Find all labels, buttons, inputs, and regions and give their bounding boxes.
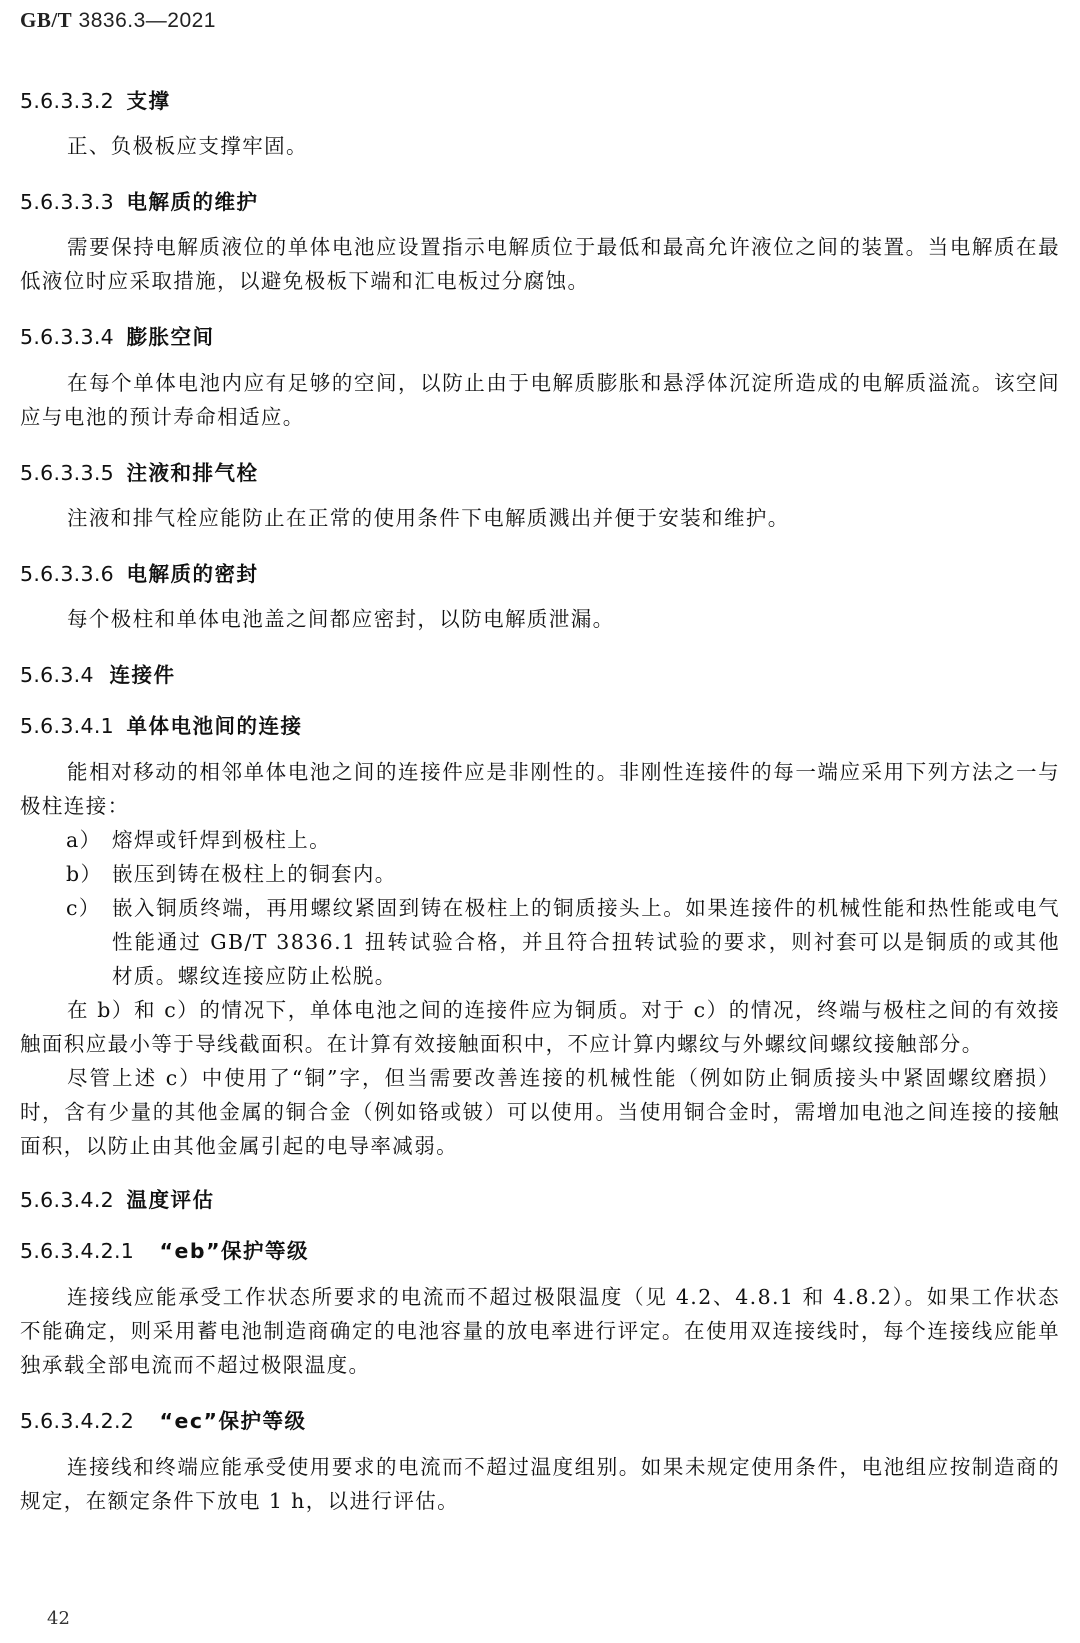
section-heading xyxy=(20,1234,309,1264)
section-heading xyxy=(20,320,215,350)
list-item xyxy=(66,823,1060,857)
paragraph: 在 b）和 c）的情况下，单体电池之间的连接件应为铜质。对于 c）的情况，终端与极柱之间的有效接触面积应最小等于导线截面积。在计算有效接触面积中，不应计算内螺纹与外螺纹间螺纹接触部分。 xyxy=(20,998,1060,1056)
section-number: 5.6.3.3.3 xyxy=(20,190,114,214)
section-number: 5.6.3.4.2 xyxy=(20,1188,114,1212)
section-heading xyxy=(20,456,259,486)
list-marker: b） xyxy=(66,862,103,886)
section-heading xyxy=(20,1183,215,1213)
list-text: 嵌入铜质终端，再用螺纹紧固到铸在极柱上的铜质接头上。如果连接件的机械性能和热性能或电气性能通过 GB/T 3836.1 扭转试验合格，并且符合扭转试验的要求，则衬套可以是铜质的或其他材质。螺纹连接应防止松脱。 xyxy=(112,896,1060,988)
section-number: 5.6.3.4.2.1 xyxy=(20,1239,135,1263)
section-heading xyxy=(20,658,176,688)
page-number: 42 xyxy=(47,1608,70,1629)
section-heading xyxy=(20,84,171,114)
section-title: 连接件 xyxy=(109,663,176,687)
section-title: 注液和排气栓 xyxy=(126,461,259,485)
section-title: 膨胀空间 xyxy=(126,325,215,349)
section-number: 5.6.3.3.6 xyxy=(20,562,114,586)
paragraph: 连接线应能承受工作状态所要求的电流而不超过极限温度（见 4.2、4.8.1 和 4.8.2）。如果工作状态不能确定，则采用蓄电池制造商确定的电池容量的放电率进行评定。在使用双连接线时，每个连接线应能单独承载全部电流而不超过极限温度。 xyxy=(20,1285,1060,1377)
paragraph: 连接线和终端应能承受使用要求的电流而不超过温度组别。如果未规定使用条件，电池组应按制造商的规定，在额定条件下放电 1 h，以进行评估。 xyxy=(20,1455,1060,1513)
paragraph: 能相对移动的相邻单体电池之间的连接件应是非刚性的。非刚性连接件的每一端应采用下列方法之一与极柱连接： xyxy=(20,760,1060,818)
paragraph: 注液和排气栓应能防止在正常的使用条件下电解质溅出并便于安装和维护。 xyxy=(67,506,790,530)
section-number: 5.6.3.4.1 xyxy=(20,714,114,738)
list-text: 熔焊或钎焊到极柱上。 xyxy=(112,828,331,852)
section-number: 5.6.3.3.4 xyxy=(20,325,114,349)
section-number: 5.6.3.3.2 xyxy=(20,89,114,113)
section-title: 支撑 xyxy=(126,89,171,113)
section-title: 温度评估 xyxy=(126,1188,215,1212)
paragraph: 尽管上述 c）中使用了“铜”字，但当需要改善连接的机械性能（例如防止铜质接头中紧固螺纹磨损）时，含有少量的其他金属的铜合金（例如铬或铍）可以使用。当使用铜合金时，需增加电池之间连接的接触面积，以防止由其他金属引起的电导率减弱。 xyxy=(20,1066,1060,1158)
section-title: “eb”保护等级 xyxy=(159,1239,310,1263)
section-heading xyxy=(20,709,303,739)
list-item xyxy=(66,857,1060,891)
paragraph: 正、负极板应支撑牢固。 xyxy=(67,134,308,158)
standard-header xyxy=(20,8,216,33)
list-text: 嵌压到铸在极柱上的铜套内。 xyxy=(112,862,397,886)
list-marker: c） xyxy=(66,896,101,920)
paragraph: 需要保持电解质液位的单体电池应设置指示电解质位于最低和最高允许液位之间的装置。当电解质在最低液位时应采取措施，以避免极板下端和汇电板过分腐蚀。 xyxy=(20,235,1060,293)
standard-number: 3836.3—2021 xyxy=(78,9,216,32)
section-heading xyxy=(20,557,259,587)
section-number: 5.6.3.3.5 xyxy=(20,461,114,485)
list-marker: a） xyxy=(66,828,102,852)
section-number: 5.6.3.4.2.2 xyxy=(20,1409,135,1433)
section-title: 单体电池间的连接 xyxy=(126,714,303,738)
section-heading xyxy=(20,1404,307,1434)
section-title: 电解质的维护 xyxy=(126,190,259,214)
paragraph: 在每个单体电池内应有足够的空间，以防止由于电解质膨胀和悬浮体沉淀所造成的电解质溢流。该空间应与电池的预计寿命相适应。 xyxy=(20,371,1060,429)
paragraph: 每个极柱和单体电池盖之间都应密封，以防电解质泄漏。 xyxy=(67,607,615,631)
section-title: 电解质的密封 xyxy=(126,562,259,586)
list-item xyxy=(66,891,1060,993)
section-number: 5.6.3.4 xyxy=(20,663,94,687)
standard-prefix: GB/T xyxy=(20,8,73,32)
section-title: “ec”保护等级 xyxy=(159,1409,307,1433)
section-heading xyxy=(20,185,259,215)
